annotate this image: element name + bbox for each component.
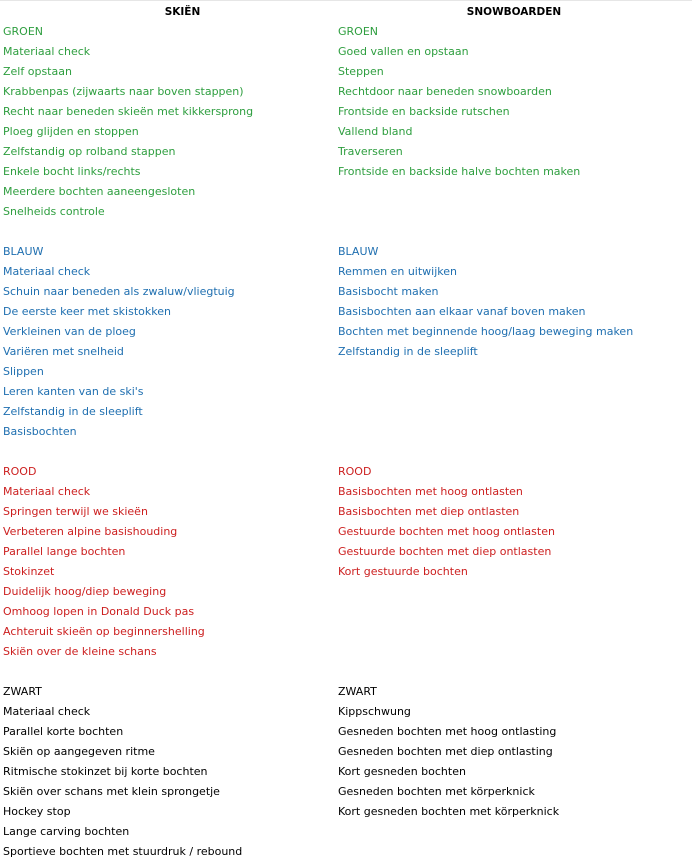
list-item: Parallel lange bochten [3,545,126,558]
list-item: Skiën over de kleine schans [3,645,157,658]
empty-cell [335,642,692,662]
list-item: Achteruit skieën op beginnershelling [3,625,205,638]
list-item: Materiaal check [3,485,91,498]
snowboarden-header: SNOWBOARDEN [466,6,562,18]
list-item: Materiaal check [3,265,91,278]
list-item: Kort gestuurde bochten [338,565,468,578]
empty-cell [335,362,692,382]
list-item: Kippschwung [338,705,411,718]
empty-cell [335,202,692,222]
skien-blauw-section [0,242,335,442]
snowboarden-blauw-section [335,242,692,442]
list-item: Omhoog lopen in Donald Duck pas [3,605,195,618]
list-item: Gestuurde bochten met hoog ontlasten [338,525,555,538]
list-item: Variëren met snelheid [3,345,124,358]
list-item: Frontside en backside halve bochten maken [338,165,581,178]
list-item: Ritmische stokinzet bij korte bochten [3,765,208,778]
list-item: Sportieve bochten met stuurdruk / rebound [3,845,243,858]
list-item: Recht naar beneden skieën met kikkersprong [3,105,254,118]
list-item: Materiaal check [3,45,91,58]
list-item: Zelf opstaan [3,65,72,78]
list-item: Verbeteren alpine basishouding [3,525,178,538]
empty-cell [335,402,692,422]
list-item: Bochten met beginnende hoog/laag beweging maken [338,325,634,338]
list-item: Parallel korte bochten [3,725,124,738]
snowboarden-rood-section [335,462,692,662]
list-item: Lange carving bochten [3,825,130,838]
list-item: Zelfstandig in de sleeplift [3,405,143,418]
skien-blauw-title: BLAUW [3,245,44,258]
list-item: Schuin naar beneden als zwaluw/vliegtuig [3,285,235,298]
list-item: Stokinzet [3,565,55,578]
list-item: Hockey stop [3,805,71,818]
list-item: Snelheids controle [3,205,105,218]
list-item: Leren kanten van de ski's [3,385,144,398]
list-item: Vallend bland [338,125,413,138]
snowboarden-zwart-title: ZWART [338,685,377,698]
skien-zwart-title: ZWART [3,685,42,698]
skien-column [0,0,335,862]
list-item: De eerste keer met skistokken [3,305,171,318]
snowboarden-groen-section [335,22,692,222]
list-item: Basisbochten [3,425,77,438]
snowboarden-groen-title: GROEN [338,25,379,38]
skien-rood-section [0,462,335,662]
spacer [0,662,335,682]
spacer [0,222,335,242]
empty-cell [335,422,692,442]
empty-cell [335,622,692,642]
list-item: Skiën op aangegeven ritme [3,745,155,758]
list-item: Enkele bocht links/rechts [3,165,141,178]
list-item: Slippen [3,365,44,378]
list-item: Zelfstandig op rolband stappen [3,145,176,158]
list-item: Gestuurde bochten met diep ontlasten [338,545,552,558]
list-item: Frontside en backside rutschen [338,105,510,118]
list-item: Kort gesneden bochten [338,765,466,778]
skien-zwart-section [0,682,335,862]
skien-groen-title: GROEN [3,25,44,38]
list-item: Basisbochten met hoog ontlasten [338,485,523,498]
list-item: Basisbochten met diep ontlasten [338,505,520,518]
list-item: Gesneden bochten met diep ontlasting [338,745,553,758]
spacer [335,442,692,462]
list-item: Gesneden bochten met hoog ontlasting [338,725,557,738]
list-item: Duidelijk hoog/diep beweging [3,585,167,598]
list-item: Krabbenpas (zijwaarts naar boven stappen) [3,85,244,98]
empty-cell [335,602,692,622]
snowboarden-rood-title: ROOD [338,465,372,478]
snowboarden-zwart-section [335,682,692,822]
empty-cell [335,582,692,602]
list-item: Gesneden bochten met körperknick [338,785,535,798]
snowboarden-column [335,0,692,822]
list-item: Goed vallen en opstaan [338,45,469,58]
list-item: Steppen [338,65,384,78]
list-item: Basisbochten aan elkaar vanaf boven maken [338,305,586,318]
list-item: Springen terwijl we skieën [3,505,148,518]
list-item: Basisbocht maken [338,285,439,298]
list-item: Meerdere bochten aaneengesloten [3,185,196,198]
skien-groen-section [0,22,335,222]
list-item: Remmen en uitwijken [338,265,457,278]
list-item: Rechtdoor naar beneden snowboarden [338,85,552,98]
spacer [0,442,335,462]
list-item: Verkleinen van de ploeg [3,325,136,338]
list-item: Traverseren [338,145,403,158]
skien-rood-title: ROOD [3,465,37,478]
list-item: Skiën over schans met klein sprongetje [3,785,220,798]
spacer [335,662,692,682]
empty-cell [335,382,692,402]
empty-cell [335,182,692,202]
list-item: Materiaal check [3,705,91,718]
list-item: Ploeg glijden en stoppen [3,125,139,138]
list-item: Zelfstandig in de sleeplift [338,345,478,358]
list-item: Kort gesneden bochten met körperknick [338,805,560,818]
snowboarden-blauw-title: BLAUW [338,245,379,258]
skien-header: SKIËN [164,6,201,18]
spacer [335,222,692,242]
